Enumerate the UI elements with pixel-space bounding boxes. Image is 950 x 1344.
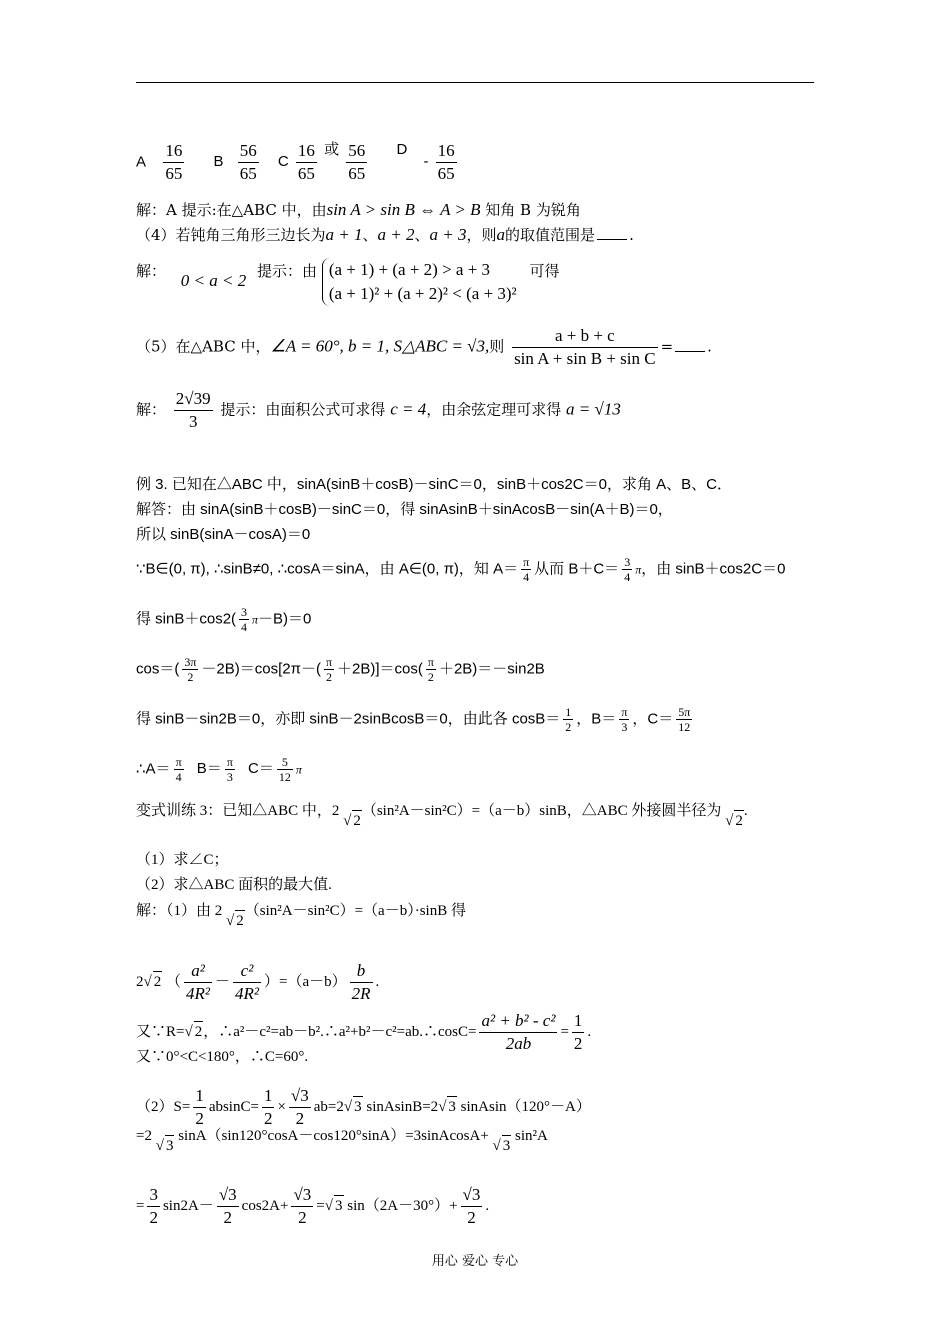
text: －2B)＝cos[2π－( bbox=[201, 660, 321, 678]
text: ，∴a²－c²=ab－b².∴a²+b²－c²=ab.∴cosC= bbox=[203, 1023, 477, 1040]
option-d-fraction: $\frac{16}{65}$ bbox=[437, 141, 455, 183]
fraction-3pi-2: $\frac{3\pi}{2}$ bbox=[184, 655, 197, 684]
fraction-sqrt3-2: $\frac{√3}{2}$ bbox=[218, 1185, 237, 1227]
text: sin（2A－30°）+ bbox=[347, 1197, 458, 1214]
page-footer: 用心 爱心 专心 bbox=[431, 1254, 519, 1269]
text: ，B＝ bbox=[576, 710, 617, 728]
fraction-3-4: $\frac{3}{4}$ bbox=[241, 605, 248, 634]
example-3-line-8 bbox=[136, 755, 302, 784]
fraction-sqrt3-2: $\frac{√3}{2}$ bbox=[290, 1086, 309, 1128]
fraction-pi-4: $\frac{\pi}{4}$ bbox=[175, 755, 182, 784]
question-5-text: （5）在△ABC 中， bbox=[136, 337, 271, 356]
option-b-fraction: $\frac{56}{65}$ bbox=[239, 141, 257, 183]
text: C＝ bbox=[248, 760, 274, 778]
text: 从而 B＋C＝ bbox=[534, 560, 620, 578]
solution-4-label: 解： bbox=[136, 262, 167, 280]
fraction-pi-2: $\frac{\pi}{2}$ bbox=[325, 655, 333, 684]
example-3-line-5 bbox=[136, 605, 311, 634]
sqrt-radicand: 3 bbox=[353, 1096, 363, 1117]
solution-4 bbox=[136, 258, 559, 306]
variant-3-solution-4: 又∵0°<C<180°，∴C=60°. bbox=[136, 1049, 309, 1065]
text: （sin²A－sin²C）=（a－b）sinB，△ABC 外接圆半径为 bbox=[361, 803, 722, 819]
sqrt-radicand: 3 bbox=[165, 1135, 175, 1156]
text: ∴A＝ bbox=[136, 760, 171, 778]
answer-blank bbox=[675, 351, 705, 352]
text: ，由 sinB＋cos2C＝0 bbox=[641, 560, 786, 578]
sqrt-radicand: 2 bbox=[352, 810, 362, 831]
example-3-line-7 bbox=[136, 705, 695, 734]
text: 2 bbox=[136, 973, 144, 990]
fraction-pi-2: $\frac{\pi}{2}$ bbox=[427, 655, 434, 684]
question-4-text-3: 的取值范围是 bbox=[505, 226, 596, 244]
fraction-1-2: $\frac{1}{2}$ bbox=[573, 1011, 583, 1053]
variant-3-solution-7: = $\frac{3}{2}$ sin2A－ $\frac{√3}{2}$ cos2A+ $\frac{√3}{2}$ =√ 3 sin（2A－30°）+ $\frac{√3}{2}$ . bbox=[136, 1185, 490, 1227]
solution-5-hint: 提示：由面积公式可求得 bbox=[220, 400, 386, 419]
solution-5-c: c = 4 bbox=[390, 399, 427, 419]
option-a-fraction: $\frac{16}{65}$ bbox=[165, 141, 183, 183]
solution-4-range: 0 < a < 2 bbox=[180, 271, 247, 290]
separator: 、 bbox=[414, 226, 430, 244]
text: ，C＝ bbox=[632, 710, 674, 728]
minus: － bbox=[214, 973, 230, 990]
question-5 bbox=[136, 325, 712, 370]
answer-blank bbox=[597, 239, 627, 240]
example-3-line-4 bbox=[136, 555, 785, 584]
solution-3 bbox=[136, 200, 581, 220]
text: ab=2 bbox=[313, 1098, 344, 1115]
fraction-3-2: $\frac{3}{2}$ bbox=[149, 1185, 158, 1227]
question-4-side-3: a + 3 bbox=[429, 225, 467, 244]
fraction-sqrt3-2: $\frac{√3}{2}$ bbox=[293, 1185, 312, 1227]
text: 变式训练 3：已知△ABC 中，2 bbox=[136, 803, 340, 819]
text: sinA（sin120°cosA－cos120°sinA）=3sinAcosA+ bbox=[178, 1128, 489, 1144]
fraction-1-2: $\frac{1}{2}$ bbox=[195, 1086, 204, 1128]
answer-options bbox=[136, 140, 460, 185]
fraction-pi-4: $\frac{\pi}{4}$ bbox=[523, 555, 530, 584]
solution-5-answer: $\frac{2√39}{3}$ bbox=[175, 389, 211, 431]
variant-3-solution-5: （2）S= $\frac{1}{2}$ absinC= $\frac{1}{2}$ × $\frac{√3}{2}$ ab=2√ 3 sinAsinB=2√ 3 sinAsin（120°－A） bbox=[136, 1086, 591, 1128]
text: 得 sinB－sin2B＝0，亦即 sinB－2sinBcosB＝0，由此各 cosB＝ bbox=[136, 710, 561, 728]
sqrt-radicand: 3 bbox=[447, 1096, 457, 1117]
period: . bbox=[629, 226, 634, 244]
variant-3-solution-6: =2 √ 3 sinA（sin120°cosA－cos120°sinA）=3sinAcosA+ √ 3 sin²A bbox=[136, 1128, 548, 1154]
period: . bbox=[707, 337, 712, 356]
fraction-1-2: $\frac{1}{2}$ bbox=[565, 705, 572, 734]
pi: π bbox=[295, 762, 302, 777]
option-c-fraction-1: $\frac{16}{65}$ bbox=[297, 141, 315, 183]
fraction-b-2r: $\frac{b}{2R}$ bbox=[351, 961, 371, 1003]
period: . bbox=[375, 973, 380, 990]
fraction-3-4: $\frac{3}{4}$ bbox=[624, 555, 631, 584]
option-c-or: 或 bbox=[324, 141, 340, 159]
text: ）=（a－b） bbox=[263, 973, 347, 990]
sqrt-radicand: 2 bbox=[734, 810, 744, 831]
inequality-row-1: (a + 1) + (a + 2) > a + 3 bbox=[328, 260, 491, 279]
solution-5-mid: ，由余弦定理可求得 bbox=[426, 400, 562, 419]
solution-4-hint: 提示：由 bbox=[257, 262, 318, 280]
variant-3-question-2: （2）求△ABC 面积的最大值. bbox=[136, 877, 332, 893]
fraction-pi-3: $\frac{\pi}{3}$ bbox=[226, 755, 233, 784]
option-c-label: C bbox=[277, 153, 289, 171]
solution-3-text: 解：A 提示:在△ABC 中，由 bbox=[136, 201, 327, 219]
text: 解：（1）由 2 bbox=[136, 903, 223, 919]
variant-3-solution-2: 2√ 2 （ $\frac{\text{a²}}{\text{4R²}}$ － $\frac{\text{c²}}{\text{4R²}}$ ）=（a－b） $\frac{b}{2R}$ . bbox=[136, 961, 380, 1003]
fraction-1-2: $\frac{1}{2}$ bbox=[263, 1086, 273, 1128]
text: 得 sinB＋cos2( bbox=[136, 610, 237, 628]
solution-4-tail: 可得 bbox=[529, 262, 560, 280]
fraction-c2-4r2: $\frac{\text{c²}}{\text{4R²}}$ bbox=[235, 961, 259, 1003]
inequality-system bbox=[322, 258, 517, 306]
example-3-statement: 例 3. 已知在△ABC 中，sinA(sinB＋cosB)－sinC＝0，sinB＋cos2C＝0，求角 A、B、C． bbox=[136, 476, 732, 493]
option-a-label: A bbox=[136, 153, 146, 171]
text: sinAsinB=2 bbox=[366, 1098, 439, 1115]
option-d-label: D bbox=[396, 141, 408, 159]
sqrt-radicand: 3 bbox=[502, 1135, 512, 1156]
text: ＋2B)]＝cos( bbox=[337, 660, 423, 678]
equals: = bbox=[560, 1023, 569, 1040]
text: （2）S= bbox=[136, 1098, 191, 1115]
sqrt-radicand: 2 bbox=[194, 1021, 204, 1042]
solution-3-suffix: 知角 B 为锐角 bbox=[480, 201, 581, 219]
example-3-line-2: 解答：由 sinA(sinB＋cosB)－sinC＝0，得 sinAsinB＋sinAcosB－sin(A＋B)＝0， bbox=[136, 501, 673, 518]
period: . bbox=[743, 803, 748, 819]
variant-3-statement: 变式训练 3：已知△ABC 中，2 √ 2（sin²A－sin²C）=（a－b）sinB，△ABC 外接圆半径为 √ 2. bbox=[136, 803, 748, 829]
text: = bbox=[136, 1197, 145, 1214]
variant-3-solution-1: 解：（1）由 2 √ 2（sin²A－sin²C）=（a－b）·sinB 得 bbox=[136, 903, 466, 929]
solution-5-a: a = √13 bbox=[566, 399, 621, 419]
variant-3-solution-3: 又∵R=√ 2，∴a²－c²=ab－b².∴a²+b²－c²=ab.∴cosC= $\frac{\text{a² + b² - c²}}{2ab}$ = $\frac{1}{2}$ . bbox=[136, 1011, 592, 1053]
header-rule bbox=[136, 82, 814, 83]
solution-5 bbox=[136, 388, 621, 433]
solution-3-math: sin A > sin B ⇔ A > B bbox=[326, 200, 481, 219]
fraction-5pi-12: $\frac{5\pi}{12}$ bbox=[678, 705, 691, 734]
text: sin2A－ bbox=[162, 1197, 214, 1214]
example-3-line-6 bbox=[136, 655, 545, 684]
question-4-variable: a bbox=[496, 225, 506, 244]
sqrt-radicand: 2 bbox=[153, 971, 163, 992]
text: －B)＝0 bbox=[258, 610, 312, 628]
fraction-cosine-law: $\frac{\text{a² + b² - c²}}{2ab}$ bbox=[481, 1011, 556, 1053]
times: × bbox=[277, 1098, 286, 1115]
text: cos2A+ bbox=[241, 1197, 289, 1214]
text: cos＝( bbox=[136, 660, 180, 678]
equals: = bbox=[316, 1197, 325, 1214]
option-c-fraction-2: $\frac{56}{65}$ bbox=[348, 141, 366, 183]
separator: 、 bbox=[362, 226, 378, 244]
text: sin²A bbox=[515, 1128, 548, 1144]
text: =2 bbox=[136, 1128, 152, 1144]
pi: π bbox=[252, 612, 259, 627]
question-4-text-2: ，则 bbox=[466, 226, 497, 244]
question-4-side-1: a + 1 bbox=[325, 225, 363, 244]
question-5-then: 则 bbox=[489, 337, 505, 356]
question-4-side-2: a + 2 bbox=[377, 225, 415, 244]
solution-5-label: 解： bbox=[136, 400, 167, 419]
pi: π bbox=[635, 562, 642, 577]
fraction-sqrt3-2: $\frac{√3}{2}$ bbox=[462, 1185, 481, 1227]
inequality-row-2: (a + 1)² + (a + 2)² < (a + 3)² bbox=[328, 284, 517, 303]
text: absinC= bbox=[208, 1098, 259, 1115]
text: ∵B∈(0, π), ∴sinB≠0, ∴cosA＝sinA，由 A∈(0, π)，知 A＝ bbox=[136, 560, 519, 578]
text: （sin²A－sin²C）=（a－b）·sinB 得 bbox=[244, 903, 466, 919]
option-b-label: B bbox=[213, 153, 224, 171]
fraction-a2-4r2: $\frac{\text{a²}}{\text{4R²}}$ bbox=[186, 961, 210, 1003]
variant-3-question-1: （1）求∠C； bbox=[136, 852, 229, 868]
equals: = bbox=[660, 337, 674, 356]
question-5-fraction: $\frac{a + b + c}{\text{sin A + sin B + sin C}}$ bbox=[514, 326, 656, 368]
sqrt-radicand: 2 bbox=[235, 910, 245, 931]
option-d-sign: - bbox=[423, 153, 429, 171]
period: . bbox=[587, 1023, 592, 1040]
question-4 bbox=[136, 225, 634, 245]
fraction-5-12: $\frac{5}{12}$ bbox=[278, 755, 291, 784]
example-3-line-3: 所以 sinB(sinA－cosA)＝0 bbox=[136, 526, 311, 543]
question-5-conditions: ∠A = 60°, b = 1, S△ABC = √3, bbox=[270, 336, 490, 356]
text: B＝ bbox=[196, 760, 222, 778]
text: sinAsin（120°－A） bbox=[460, 1098, 591, 1115]
text: ＋2B)＝－sin2B bbox=[438, 660, 545, 678]
text: 又∵R= bbox=[136, 1023, 185, 1040]
text: （ bbox=[165, 973, 181, 990]
sqrt-radicand: 3 bbox=[334, 1195, 344, 1216]
period: . bbox=[485, 1197, 490, 1214]
question-4-text: （4）若钝角三角形三边长为 bbox=[136, 226, 326, 244]
fraction-pi-3: $\frac{\pi}{3}$ bbox=[621, 705, 628, 734]
